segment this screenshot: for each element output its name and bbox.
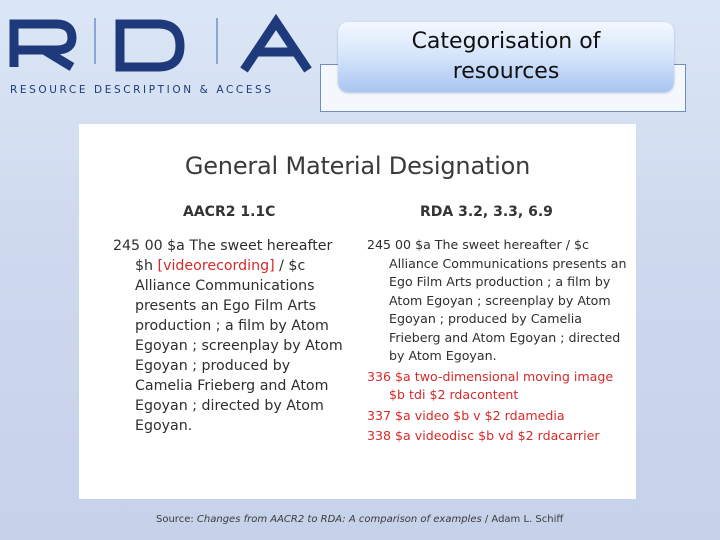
source-prefix: Source: — [156, 514, 197, 525]
aacr2-record-after: / $c Alliance Communications presents an Ego Film Arts production ; a film by Atom Egoyan ; screenplay by Atom Egoyan ; produced by Camelia Frieberg and Atom Egoyan ; directed by Atom Egoyan. — [135, 258, 343, 434]
logo-divider — [94, 18, 96, 64]
source-author: / Adam L. Schiff — [481, 514, 564, 525]
rda-338-field: 338 $a videodisc $b vd $2 rdacarrier — [367, 428, 600, 443]
aacr2-column-header: AACR2 1.1C — [183, 204, 276, 220]
panel-heading: General Material Designation — [184, 152, 531, 180]
rda-337-field: 337 $a video $b v $2 rdamedia — [367, 407, 565, 423]
rda-logo — [8, 12, 328, 98]
title-box — [338, 22, 674, 92]
rda-column-header: RDA 3.2, 3.3, 6.9 — [420, 204, 553, 220]
logo-subtitle: RESOURCE DESCRIPTION & ACCESS — [10, 84, 274, 96]
logo-letter-d — [120, 24, 180, 67]
rda-letters — [8, 12, 318, 82]
logo-divider — [216, 18, 218, 64]
source-citation — [156, 514, 563, 525]
content-panel — [79, 124, 636, 499]
aacr2-record-before: 245 00 $a The sweet hereafter $h — [113, 238, 333, 274]
rda-record — [367, 236, 629, 446]
slide-title: Categorisation of resources — [411, 29, 601, 84]
logo-letter-r — [14, 24, 72, 67]
logo-letter-a — [244, 22, 308, 70]
aacr2-record — [113, 236, 345, 436]
source-work: Changes from AACR2 to RDA: A comparison of examples — [196, 514, 482, 525]
gmd-highlight: [videorecording] — [157, 258, 275, 274]
rda-245-field: 245 00 $a The sweet hereafter / $c Alliance Communications presents an Ego Film Arts production ; a film by Atom Egoyan ; screenplay by Atom Egoyan ; produced by Camelia Frieberg and Atom Egoyan ; directed by Atom Egoyan. — [367, 237, 627, 363]
rda-336-field: 336 $a two-dimensional moving image $b tdi $2 rdacontent — [367, 368, 614, 402]
